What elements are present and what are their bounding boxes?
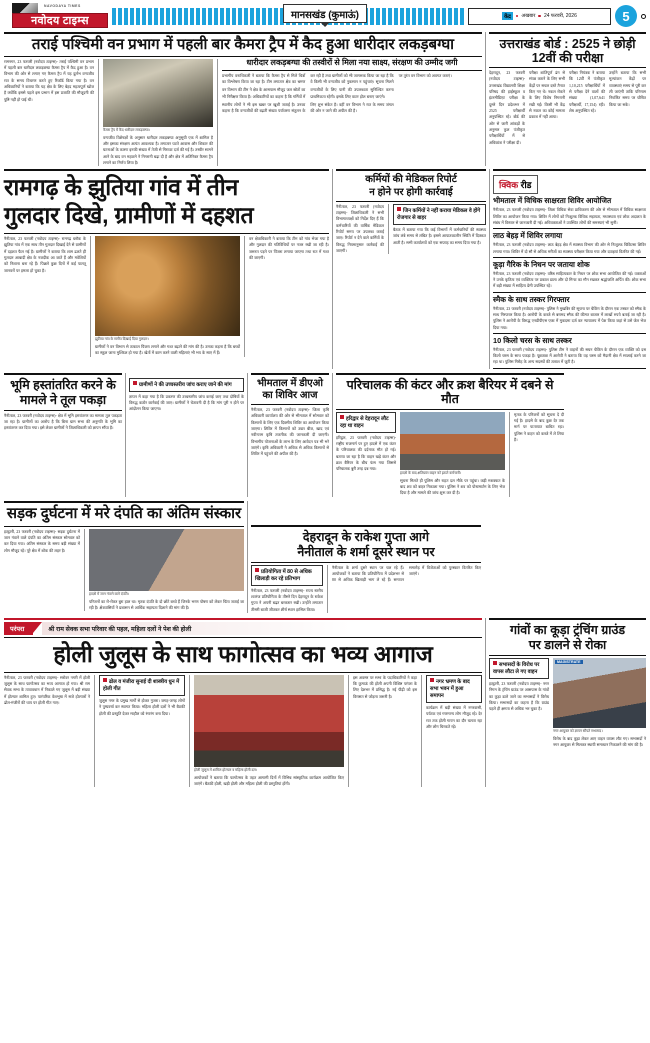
lead-col-4: वन विभाग की टीम ने क्षेत्र के आसपास मौजूद जल स्रोतों का भी निरीक्षण किया है। अधिकारियों का कहना है कि गर्मियों में वन्यजीवों के लिए पानी की उपलब्धता सुनिश्चित करना प्राथमिकता रहेगी। इसके लिए वाटर होल बनाए जाएंगे। [222, 88, 394, 99]
page-number-badge: 5 [615, 5, 637, 27]
chess-headline-line2: नैनीताल के शर्मा दूसरे स्थान पर [297, 544, 435, 559]
medical-bullet-box [393, 204, 486, 225]
board-col-3: परीक्षा नियंत्रक ने बताया कि 12वीं में पंजीकृत 1,10,215 परीक्षार्थियों में से परीक्षा देने वालों की संख्या (1,07,641 परीक्षार्थी, 17,154) रही। शेष अनुपस्थित रहे। [569, 71, 605, 113]
leopard-col-1: नैनीताल, 23 फरवरी (नवोदय टाइम्स)- रामगढ़ ब्लॉक के झुतिया गांव में एक साथ तीन गुलदार दिखाई देने से ग्रामीणों में दहशत फैल गई है। ग्रामीणों ने बताया कि शाम ढलते ही गुलदार आबादी क्षेत्र के नजदीक आ जाते हैं और मवेशियों को निशाना बना रहे हैं। पिछले कुछ दिनों में कई पालतू जानवरों पर हमला हो चुका है। [4, 236, 86, 273]
chess-bullet-box [251, 565, 323, 586]
quick-read-item[interactable] [493, 296, 646, 334]
newspaper-logo[interactable] [4, 3, 110, 29]
conductor-col-1: हरिद्वार, 23 फरवरी (नवोदय टाइम्स)- राष्ट्रीय राजमार्ग पर हुए हादसे में एक कंटर के परिचालक की दर्दनाक मौत हो गई। बताया जा रहा है कि वाहन खड़े कंटर और क्रश बैरियर के बीच फंस गया जिससे परिचालक बुरी तरह दब गया। [336, 435, 396, 472]
chess-col-1: नैनीताल, 23 फरवरी (नवोदय टाइम्स)- राज्य स्तरीय शतरंज प्रतियोगिता के तीसरे दिन देहरादून के राकेश गुप्ता ने अपनी बढ़त बरकरार रखी। उन्होंने लगातार तीसरी बाजी जीतकर शीर्ष स्थान हासिल किया। [251, 588, 323, 612]
holi-bullet-2: नगर भ्रमण के बाद सभा भवन में हुआ समापन [430, 678, 470, 699]
garbage-bullet-box [489, 658, 549, 679]
holi-photo [194, 675, 344, 767]
medical-bullet: जिन कर्मियों ने नहीं कराया मेडिकल वे होंगे रोजगार से बाहर [397, 207, 481, 221]
chess-headline-line1: देहरादून के राकेश गुप्ता आगे [302, 529, 430, 544]
land-headline-line2: मामले ने तूल पकड़ा [19, 392, 107, 407]
bullet-square-icon-2 [133, 381, 137, 385]
lead-col-5: स्थानीय लोगों ने भी इस खबर पर खुशी जताई है। उनका कहना है कि वन्यजीवों की बढ़ती संख्या पर्यावरण संतुलन के लिए शुभ संकेत है। वहीं वन विभाग ने रात के समय जंगल की ओर न जाने की अपील की है। [222, 103, 394, 114]
medical-col-2: बैठक में बताया गया कि कई विभागों में कर्मचारियों की स्वास्थ्य जांच लंबे समय से लंबित है। इससे आपातकालीन स्थिति में दिक्कत आती है। सभी कार्यालयों को एक सप्ताह का समय दिया गया है। [393, 227, 486, 245]
bullet-square-icon-6 [430, 678, 434, 682]
medical-col-1: नैनीताल, 23 फरवरी (नवोदय टाइम्स)- जिलाधिकारी ने सभी विभागाध्यक्षों को निर्देश दिए हैं कि कर्मचारियों की वार्षिक मेडिकल रिपोर्ट समय पर उपलब्ध कराई जाए। रिपोर्ट न देने वाले कर्मियों के विरुद्ध नियमानुसार कार्रवाई की जाएगी। [336, 204, 384, 254]
holi-bullet-box-1 [99, 675, 185, 696]
holi-subhead: श्री राम सेवक सभा परिवार की पहल, महिला दलों ने पेश की होली [42, 622, 482, 635]
quick-read-item[interactable] [493, 261, 646, 293]
quick-read-divider [493, 257, 646, 258]
bullet-square-icon-4 [255, 568, 259, 572]
holi-bullet-box-2 [426, 675, 482, 703]
camp-headline-line2: का शिविर आज [262, 389, 318, 401]
bullet-square-icon [397, 207, 401, 211]
funeral-story [4, 501, 244, 613]
leopard-story [4, 169, 329, 368]
garbage-photo-label: MAGISTRATE [557, 660, 581, 665]
medical-headline-line1: कर्मियों की मेडिकल रिपोर्ट [365, 174, 457, 186]
garbage-story [489, 618, 646, 787]
medical-story [336, 169, 486, 368]
quick-read-item-body: नैनीताल, 23 फरवरी (नवोदय टाइम्स)- जिला विधिक सेवा प्राधिकरण की ओर से भीमताल में विधिक साक्षरता शिविर का आयोजन किया गया। शिविर में लोगों को निःशुल्क विधिक सहायता, मध्यस्थता एवं लोक अदालत के संबंध में विस्तार से जानकारी दी गई। अधिवक्ताओं ने उपस्थित लोगों की समस्याएं भी सुनीं। [493, 208, 646, 225]
land-bullet-box [129, 378, 244, 392]
funeral-col-1: हल्द्वानी, 23 फरवरी (नवोदय टाइम्स)- सड़क दुर्घटना में जान गंवाने वाले दंपति का अंतिम संस्कार सोमवार को कर दिया गया। अंतिम संस्कार के समय बड़ी संख्या में लोग मौजूद रहे। पूरे क्षेत्र में शोक की लहर है। [4, 529, 80, 553]
conductor-photo [400, 412, 505, 470]
tradition-tag: परंपरा [4, 622, 33, 635]
quick-read-item[interactable] [493, 232, 646, 258]
logo-superscript: NAVODAYA TIMES [44, 4, 81, 8]
lead-subhead: धारीदार लकड़बग्घा की तस्वीरों से मिला नया साक्ष्य, संरक्षण की उम्मीद जगी [246, 57, 458, 67]
funeral-headline: सड़क दुर्घटना में मरे दंपति का अंतिम संस्कार [6, 504, 242, 522]
tail-dot-icon [641, 14, 646, 19]
quick-read-item-title: लाठ बेहड़ में शिविर लगाया [493, 231, 563, 241]
edition-plate [468, 8, 611, 25]
land-story [4, 373, 122, 497]
chess-bullet: प्रतियोगिता में 80 से अधिक खिलाड़ी कर रहे प्रतिभाग [255, 568, 312, 582]
lead-col-2: वन्यजीव विशेषज्ञों के अनुसार धारीदार लकड़बग्घा अनुसूची एक में शामिल है और इसका संरक्षण अत्यंत आवश्यक है। लगातार घटते आवास और शिकार की घटनाओं के कारण इनकी संख्या में तेजी से गिरावट दर्ज की गई है। तस्वीर सामने आने के बाद वन महकमे ने निगरानी बढ़ा दी है और क्षेत्र में अतिरिक्त कैमरा ट्रैप लगाने का निर्णय लिया है। [103, 135, 213, 166]
section-tab[interactable]: मानसखंड (कुमाऊं) [283, 4, 367, 23]
leopard-headline-line1: रामगढ़ के झुतिया गांव में तीन [4, 174, 239, 201]
board-story [489, 32, 646, 166]
logo-wordmark: नवोदय टाइम्स [12, 13, 108, 28]
holi-col-5: कार्यक्रम में बड़ी संख्या में नगरवासी, पर्यटक एवं गणमान्य लोग मौजूद रहे। देर रात तक होली गायन का दौर चलता रहा और लोग थिरकते रहे। [426, 705, 482, 729]
quick-read-item-body: नैनीताल, 23 फरवरी (नवोदय टाइम्स)- लाठ बेहड़ क्षेत्र में स्वास्थ्य विभाग की ओर से निःशुल्क चिकित्सा शिविर लगाया गया। शिविर में दो सौ से अधिक मरीजों का स्वास्थ्य परीक्षण किया गया और दवाइयां वितरित की गईं। [493, 243, 646, 254]
leopard-col-2: ग्रामीणों ने वन विभाग से तत्काल पिंजरा लगाने और गश्त बढ़ाने की मांग की है। उनका कहना है कि बच्चों का स्कूल जाना मुश्किल हो गया है। खेतों में काम करने वाली महिलाएं भी भय के साए में हैं। [95, 344, 240, 356]
funeral-photo-caption: हादसे में जान गंवाने वाले दंपति। [89, 591, 130, 596]
edition-date: 24 फरवरी, 2026 [543, 13, 577, 19]
board-col-2: परीक्षा शांतिपूर्ण ढंग से संपन्न कराने के लिए सभी केंद्रों पर सचल दस्ते तैनात किए गए थे। नकल रोकने के लिए विशेष निगरानी रखी गई। किसी भी केंद्र से नकल का कोई मामला प्रकाश में नहीं आया। [529, 71, 565, 120]
quick-read-item-body: नैनीताल, 23 फरवरी (नवोदय टाइम्स)- वरिष्ठ साहित्यकार के निधन पर शोक सभा आयोजित की गई। वक्ताओं ने उनके कृतित्व एवं व्यक्तित्व पर प्रकाश डाला और दो मिनट का मौन रखकर श्रद्धांजलि अर्पित की। शोक सभा में बड़ी संख्या में साहित्य प्रेमी उपस्थित रहे। [493, 271, 646, 289]
garbage-headline-line2: पर डालने से रोका [528, 638, 607, 653]
chess-story [251, 501, 481, 613]
holi-photo-caption: होली जुलूस में शामिल होल्यार व महिला होली दल। [194, 767, 258, 772]
lead-col-1: रामनगर, 23 फरवरी (नवोदय टाइम्स)- तराई पश्चिमी वन प्रभाग में पहली बार धारीदार लकड़बग्घा कैमरा ट्रैप में कैद हुआ है। वन विभाग की ओर से लगाए गए कैमरा ट्रैप में यह दुर्लभ वन्यजीव रात के समय विचरण करते हुए रिकॉर्ड किया गया है। वन अधिकारियों ने बताया कि यह क्षेत्र के लिए बेहद महत्वपूर्ण खोज है क्योंकि इससे पहले इस प्रभाग में इस प्रजाति की मौजूदगी की पुष्टि नहीं हो पाई थी। [4, 59, 94, 102]
medical-headline-line2: न होने पर होगी कार्रवाई [369, 186, 453, 198]
garbage-headline-line1: गांवों का कूड़ा ट्रंचिंग ग्राउंड [509, 623, 626, 638]
land-story-continued [129, 373, 244, 497]
conductor-photo-caption: हादसे के बाद क्षतिग्रस्त वाहन को हटाते कर्मचारी। [400, 470, 462, 475]
conductor-col-2: सूचना मिलते ही पुलिस और राहत दल मौके पर पहुंचा। कड़ी मशक्कत के बाद शव को बाहर निकाला गया। पुलिस ने शव को पोस्टमार्टम के लिए भेज दिया है और मामले की जांच शुरू कर दी है। [400, 478, 505, 496]
quick-read-item-title: 10 किलो चरस के साथ तस्कर [493, 335, 572, 345]
garbage-bullet: सभासदों के विरोध पर वापस लौटा ले गए वाहन [493, 662, 540, 676]
edition-label: केंद्र [504, 14, 511, 20]
quick-read-header [493, 175, 538, 194]
tradition-strip [4, 622, 482, 635]
holi-col-1: नैनीताल, 23 फरवरी (नवोदय टाइम्स)- सरोवर नगरी में होली जुलूस के साथ फागोत्सव का भव्य आगाज हो गया। श्री राम सेवक सभा के तत्वावधान में निकाले गए जुलूस में बड़ी संख्या में होल्यार शामिल हुए। पारंपरिक वेशभूषा में सजे होल्यारों ने ढोल-मंजीरों की थाप पर होली गीत गाए। [4, 675, 90, 706]
conductor-bullet-box [336, 412, 396, 433]
quick-read-item-title: भीमताल में विधिक साक्षरता शिविर आयोजित [493, 196, 612, 206]
land-bullet: ग्रामीणों ने की उच्चस्तरीय जांच कराए जाने की मांग [133, 381, 240, 389]
board-col-1: देहरादून, 23 फरवरी (नवोदय टाइम्स)- उत्तराखंड विद्यालयी शिक्षा परिषद की हाईस्कूल व इंटरमीडिएट परीक्षा के दूसरे दिन प्रदेशभर में 2525 परीक्षार्थी अनुपस्थित रहे। बोर्ड की ओर से जारी आंकड़ों के अनुसार कुल पंजीकृत परीक्षार्थियों में से अधिकांश ने परीक्षा दी। [489, 71, 525, 145]
bullet-square-icon-3 [340, 415, 344, 419]
lead-col-3: प्रभागीय वनाधिकारी ने बताया कि कैमरा ट्रैप से मिले चित्रों का विश्लेषण किया जा रहा है। टीम लगातार क्षेत्र का भ्रमण कर रही है तथा ग्रामीणों को भी जागरूक किया जा रहा है कि वे किसी भी वन्यजीव को नुकसान न पहुंचाएं। सूचना मिलने पर तुरंत वन विभाग को अवगत कराएं। [222, 73, 452, 85]
garbage-col-2: विरोध के बाद कूड़ा लेकर आए वाहन वापस लौट गए। सभासदों ने नगर आयुक्त से मिलकर स्थायी समाधान निकालने की मांग की है। [553, 737, 646, 748]
holi-story [4, 618, 482, 787]
quick-read-divider [493, 292, 646, 293]
land-col-1: नैनीताल, 23 फरवरी (नवोदय टाइम्स)- क्षेत्र में भूमि हस्तांतरण का मामला तूल पकड़ता जा रहा है। ग्रामीणों का आरोप है कि बिना ग्राम सभा की अनुमति के भूमि का हस्तांतरण कर दिया गया। इसे लेकर ग्रामीणों ने जिलाधिकारी को ज्ञापन सौंपा है। [4, 413, 122, 431]
quick-read-divider [493, 228, 646, 229]
edition-word: अखबार [521, 13, 536, 19]
quick-read-item-body: नैनीताल, 23 फरवरी (नवोदय टाइम्स)- पुलिस टीम ने वाहनों की सघन चेकिंग के दौरान एक व्यक्ति को दस किलो चरस के साथ पकड़ा है। पूछताछ में आरोपी ने बताया कि वह चरस को मैदानी क्षेत्र में सप्लाई करने जा रहा था। पुलिस गिरोह के अन्य सदस्यों की तलाश में जुटी है। [493, 347, 646, 365]
garbage-col-1: हल्द्वानी, 23 फरवरी (नवोदय टाइम्स)- नगर निगम के ट्रंचिंग ग्राउंड पर आसपास के गांवों का कूड़ा डाले जाने का सभासदों ने विरोध किया। सभासदों का कहना है कि ग्राउंड पहले ही क्षमता से अधिक भर चुका है। [489, 682, 549, 712]
masthead [0, 0, 650, 32]
land-col-2: ज्ञापन में कहा गया है कि प्रकरण की उच्चस्तरीय जांच कराई जाए तथा दोषियों के विरुद्ध कठोर कार्रवाई की जाए। ग्रामीणों ने चेतावनी दी है कि मांग पूरी न होने पर आंदोलन किया जाएगा। [129, 394, 244, 412]
funeral-photo [89, 529, 244, 591]
garbage-photo [553, 658, 646, 728]
quick-read-title-1: क्विक [499, 180, 519, 191]
holi-headline: होली जुलूस के साथ फागोत्सव का भव्य आगाज [53, 641, 433, 668]
conductor-story [336, 373, 564, 497]
garbage-photo-caption: नगर आयुक्त को ज्ञापन सौंपते सभासद। [553, 729, 603, 734]
conductor-headline: परिचालक की कंटर और क्रश बैरियर में दबने से मौत [346, 377, 554, 406]
quick-read-divider [493, 333, 646, 334]
board-col-4: उन्होंने बताया कि सभी मूल्यांकन केंद्रों पर व्यवस्थाएं समय से पूरी कर ली जाएंगी ताकि परिणाम निर्धारित समय पर घोषित किया जा सके। [609, 71, 646, 107]
quick-read-divider [493, 368, 646, 369]
lead-story [4, 32, 482, 166]
leopard-headline-line2: गुलदार दिखे, ग्रामीणों में दहशत [4, 202, 254, 229]
quick-read-item-title: स्मैक के साथ तस्कर गिरफ्तार [493, 294, 570, 304]
land-headline-line1: भूमि हस्तांतरित करने के [10, 377, 116, 392]
chess-col-2: नैनीताल के शर्मा दूसरे स्थान पर चल रहे हैं। आयोजकों ने बताया कि प्रतियोगिता में प्रदेशभर से 80 से अधिक खिलाड़ी भाग ले रहे हैं। समापन समारोह में विजेताओं को पुरस्कार वितरित किए जाएंगे। [332, 565, 481, 583]
conductor-col-3: मृतक के परिजनों को सूचना दे दी गई है। हादसे के बाद कुछ देर तक मार्ग पर यातायात बाधित रहा। पुलिस ने वाहन को कब्जे में ले लिया है। [514, 412, 564, 443]
tradition-arrow-icon [33, 622, 42, 633]
quick-read-item-title: कूड़ा गैरिक के निधन पर जताया शोक [493, 259, 590, 269]
holi-col-2: जुलूस नगर के प्रमुख मार्गों से होकर गुजरा। जगह-जगह लोगों ने पुष्पवर्षा कर स्वागत किया। महिला होली दलों ने भी बैठकी होली की प्रस्तुति देकर माहौल को रंगारंग बना दिया। [99, 698, 185, 716]
lead-headline: तराई पश्चिमी वन प्रभाग में पहली बार कैमरा ट्रैप में कैद हुआ धारीदार लकड़बग्घा [31, 36, 455, 53]
board-headline: उत्तराखंड बोर्ड : 2525 ने छोड़ी 12वीं की परीक्षा [499, 37, 636, 65]
camp-headline-line1: भीमताल में डीएओ [257, 377, 323, 389]
leopard-photo-caption: झुतिया गांव के समीप दिखाई दिया गुलदार। [95, 336, 149, 341]
bullet-square-icon-5 [103, 678, 107, 682]
lead-photo [103, 59, 213, 127]
bullet-square-icon-7 [493, 661, 497, 665]
camp-story [251, 373, 329, 497]
holi-col-4: इस अवसर पर सभा के पदाधिकारियों ने कहा कि कुमाऊं की होली अपनी विशिष्ट परंपरा के लिए देशभर में प्रसिद्ध है। नई पीढ़ी को इस विरासत से जोड़ना जरूरी है। [353, 675, 417, 699]
separator-dot-icon [516, 15, 519, 18]
quick-read-title-2: रीड [520, 180, 532, 191]
leopard-photo [95, 236, 240, 336]
quick-read-item[interactable] [493, 337, 646, 369]
conductor-bullet: हरिद्वार से देहरादून लौट रहा था वाहन [340, 415, 389, 429]
camp-body: नैनीताल, 23 फरवरी (नवोदय टाइम्स)- जिला कृषि अधिकारी कार्यालय की ओर से भीमताल में सोमवार को किसानों के लिए एक दिवसीय शिविर का आयोजन किया जाएगा। शिविर में किसानों को उन्नत बीज, खाद एवं नवीनतम कृषि तकनीक की जानकारी दी जाएगी। विभागीय योजनाओं के लाभ के लिए आवेदन पत्र भी भरे जाएंगे। कृषि अधिकारी ने अधिक से अधिक किसानों से शिविर में पहुंचने की अपील की है। [251, 408, 329, 457]
quick-read-item-body: नैनीताल, 23 फरवरी (नवोदय टाइम्स)- पुलिस ने मुखबिर की सूचना पर चेकिंग के दौरान एक तस्कर को स्मैक के साथ गिरफ्तार किया है। आरोपी के कब्जे से बरामद स्मैक की कीमत बाजार में लाखों रुपये बताई जा रही है। पुलिस ने आरोपी के विरुद्ध एनडीपीएस एक्ट में मुकदमा दर्ज कर न्यायालय में पेश किया जहां से उसे जेल भेज दिया गया। [493, 306, 646, 330]
funeral-col-2: परिजनों का रो-रोकर बुरा हाल था। मृतक दंपति के दो छोटे बच्चे हैं जिनके भरण पोषण को लेकर चिंता जताई जा रही है। क्षेत्रवासियों ने प्रशासन से आर्थिक सहायता दिलाने की मांग की है। [89, 599, 244, 610]
holi-col-3: आयोजकों ने बताया कि फागोत्सव के तहत आगामी दिनों में विभिन्न सांस्कृतिक कार्यक्रम आयोजित किए जाएंगे। बैठकी होली, खड़ी होली और महिला होली की प्रस्तुतियां होंगी। [194, 775, 344, 787]
quick-read-item[interactable] [493, 197, 646, 229]
separator-dot-icon-2 [538, 15, 541, 18]
lead-photo-caption: कैमरा ट्रैप में कैद धारीदार लकड़बग्घा। [103, 127, 150, 132]
leopard-col-3: वन क्षेत्राधिकारी ने बताया कि टीम को गांव भेजा गया है और गुलदार की गतिविधियों पर नजर रखी जा रही है। जरूरत पड़ने पर पिंजरा लगाया जाएगा तथा रात में गश्त की जाएगी। [249, 236, 329, 260]
holi-bullet-1: ढोल व मंजीरा सुनाई दी शास्त्रीय धुन में होली गीत [103, 678, 180, 692]
quick-read-list [493, 197, 646, 368]
quick-read-panel [493, 169, 646, 368]
